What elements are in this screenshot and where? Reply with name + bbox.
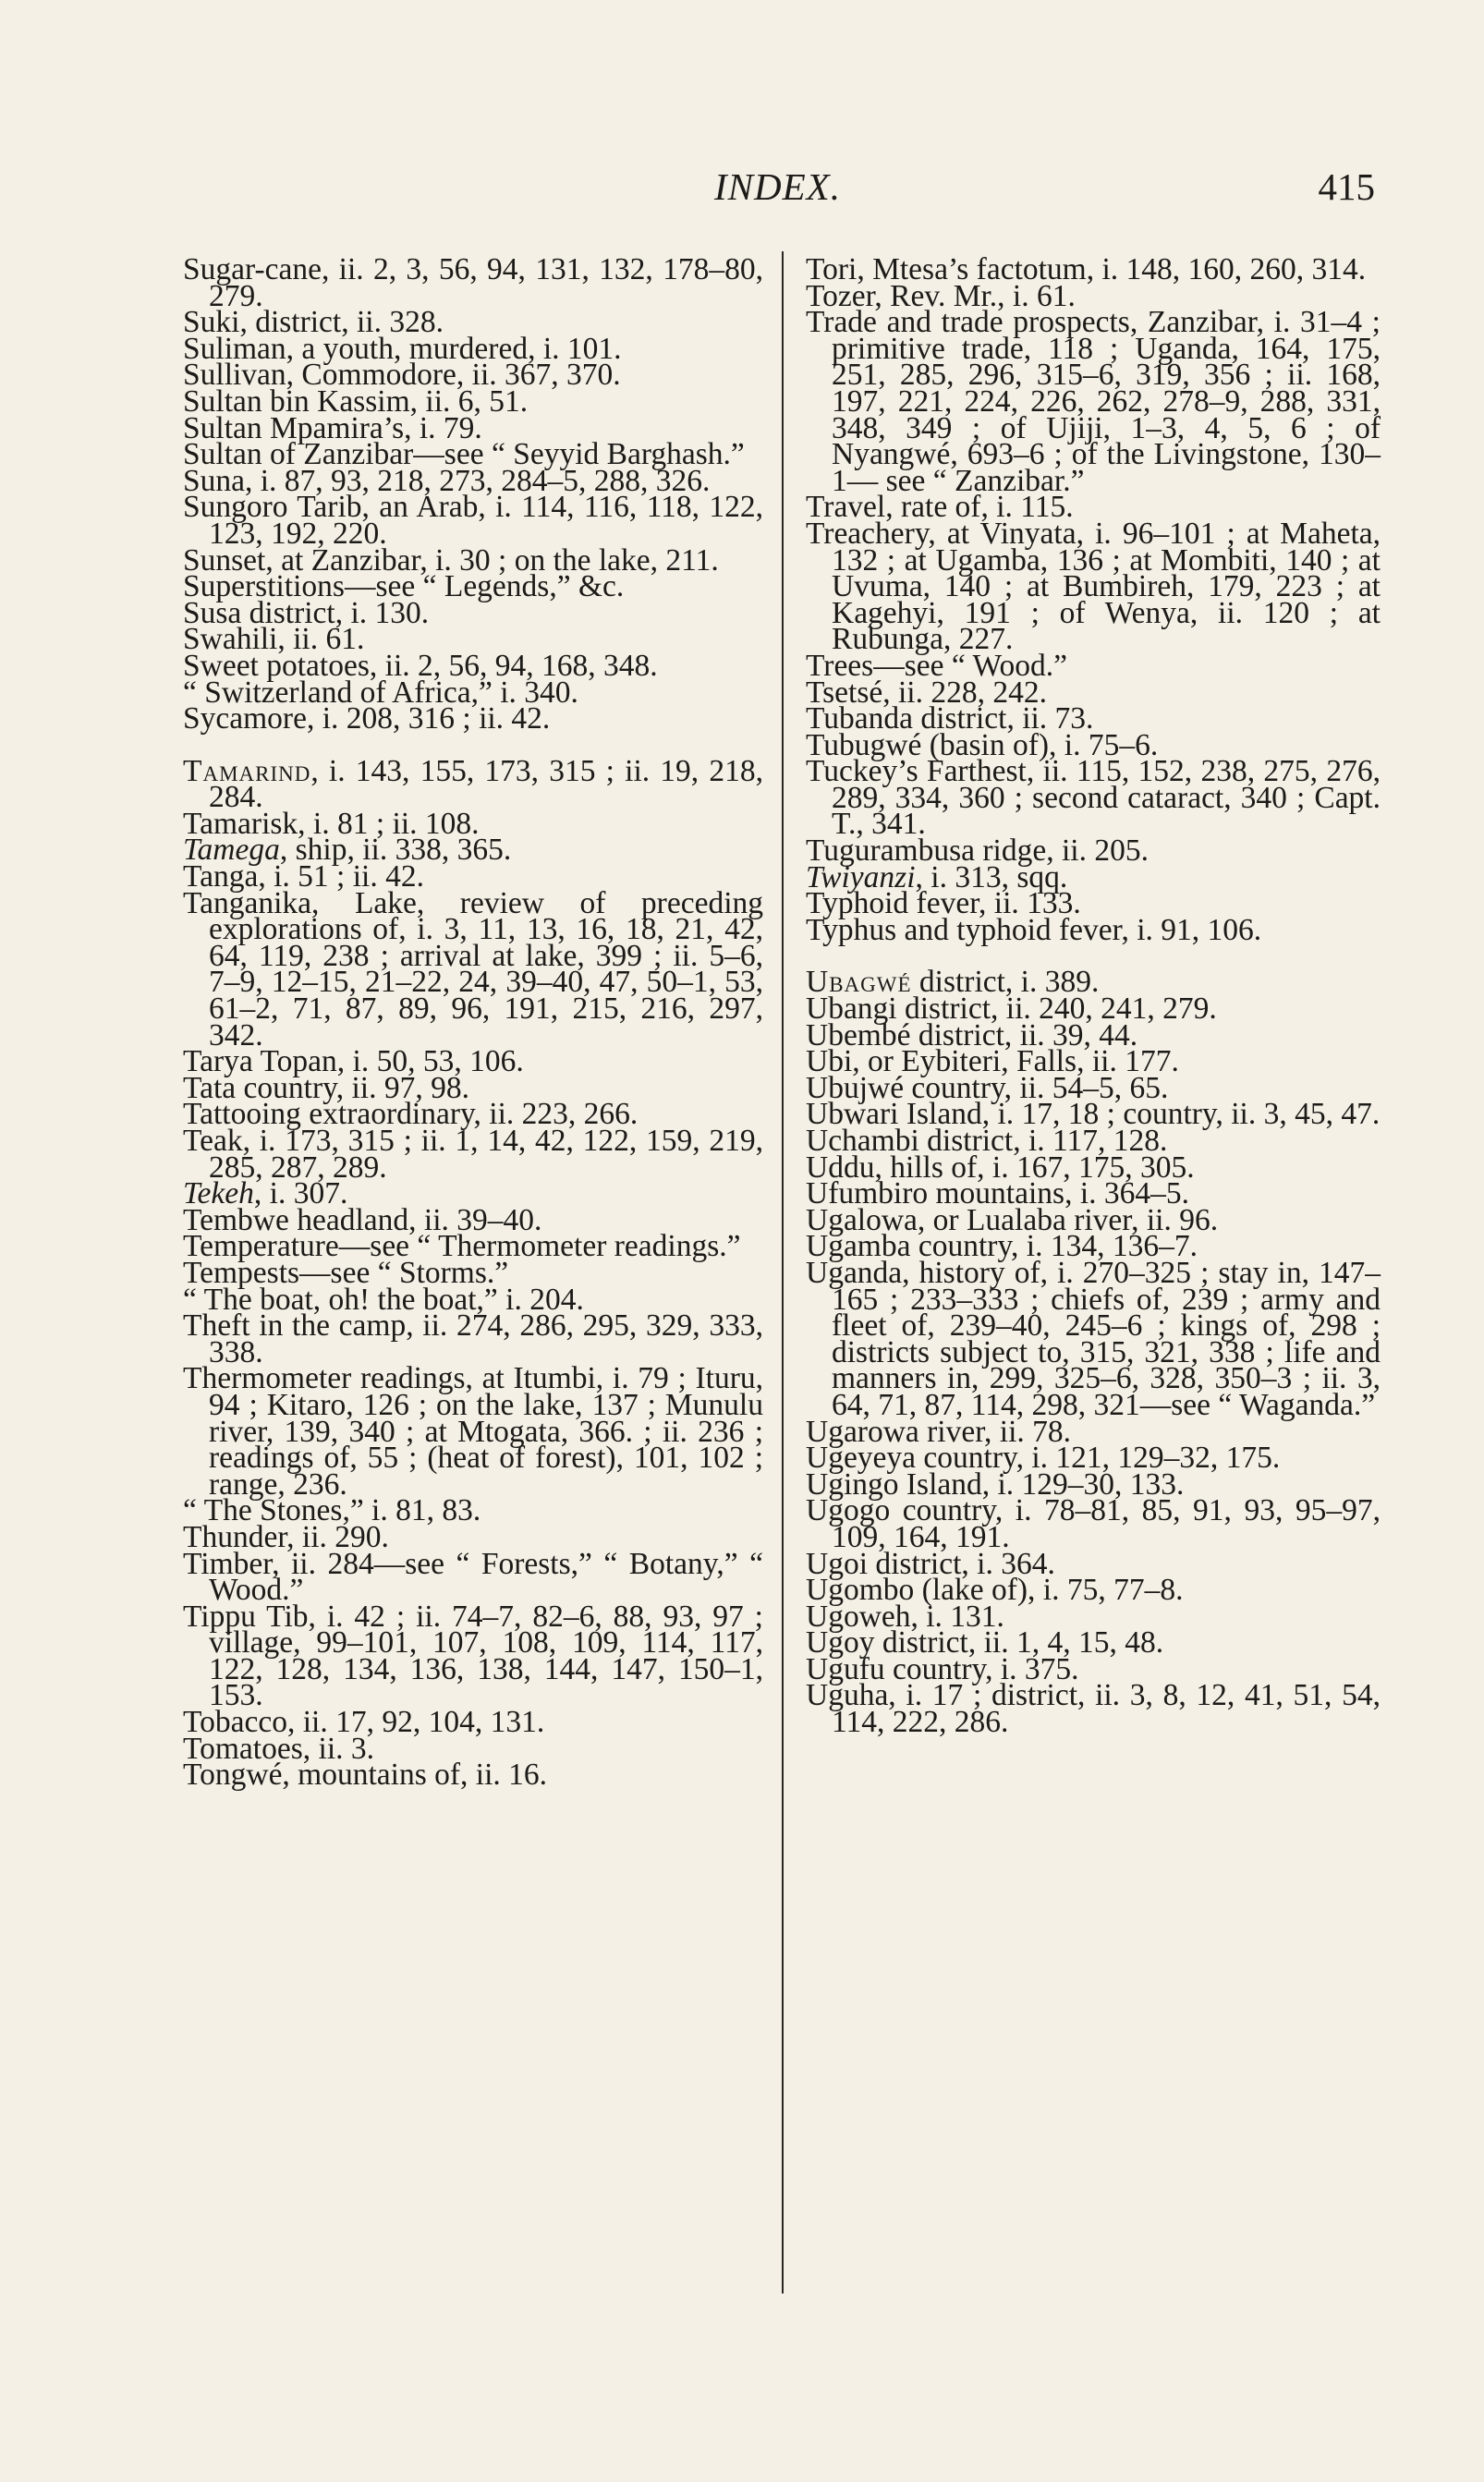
entry-text: , i. 313, sqq.: [915, 859, 1068, 894]
section-lead-word: Ubagwé: [806, 965, 912, 1000]
index-entry: [806, 912, 1381, 947]
entry-text: Uchambi district, i. 117, 128.: [806, 1124, 1168, 1158]
entry-text: Sugar-cane, ii. 2, 3, 56, 94, 131, 132, 178–80, 279.: [183, 252, 763, 313]
entry-text: “ Switzerland of Africa,” i. 340.: [183, 675, 578, 710]
entry-text: Sultan Mpamira’s, i. 79.: [183, 410, 482, 445]
entry-text: Treachery, at Vinyata, i. 96–101 ; at Maheta, 132 ; at Ugamba, 136 ; at Mombiti, 140 ; at Uvuma, 140 ; at Bumbireh, 179, 223 ; at Kagehyi, 191 ; of Wenya, ii. 120 ; at Rubunga, 227.: [806, 516, 1381, 657]
entry-text: Ugombo (lake of), i. 75, 77–8.: [806, 1573, 1184, 1608]
entry-text: district, i. 389.: [911, 965, 1100, 1000]
entry-text: Tembwe headland, ii. 39–40.: [183, 1202, 542, 1237]
index-entry: [806, 1678, 1381, 1740]
index-entry: [183, 490, 763, 551]
entry-text: Typhus and typhoid fever, i. 91, 106.: [806, 912, 1262, 947]
entry-text: Suki, district, ii. 328.: [183, 305, 444, 340]
entry-text: Tanganika, Lake, review of preceding explorations of, i. 3, 11, 13, 16, 18, 21, 42, 64, 119, 238 ; arrival at lake, 399 ; ii. 5–6, 7–9, 12–15, 21–22, 24, 39–40, 47, 50–1, 53, 61–2, 71, 87, 89, 96, 191, 215, 216, 297, 342.: [183, 885, 763, 1052]
page-number: 415: [1318, 165, 1375, 208]
entry-text: Ubangi district, ii. 240, 241, 279.: [806, 992, 1217, 1027]
entry-text: Ugarowa river, ii. 78.: [806, 1414, 1072, 1449]
index-entry: [183, 753, 763, 815]
column-divider: [782, 251, 784, 2293]
entry-text: Theft in the camp, ii. 274, 286, 295, 329, 333, 338.: [183, 1308, 763, 1369]
index-entry: [183, 885, 763, 1052]
entry-text: Swahili, ii. 61.: [183, 622, 365, 657]
index-column-right: [806, 252, 1381, 1740]
entry-text: Tamarisk, i. 81 ; ii. 108.: [183, 806, 480, 841]
index-entry: [183, 1758, 763, 1793]
entry-text: “ The Stones,” i. 81, 83.: [183, 1493, 481, 1528]
index-entry: [183, 1546, 763, 1608]
entry-text: Sweet potatoes, ii. 2, 56, 94, 168, 348.: [183, 648, 658, 683]
entry-text: Ubujwé country, ii. 54–5, 65.: [806, 1070, 1169, 1105]
page-header: [0, 164, 1484, 220]
entry-text: Tanga, i. 51 ; ii. 42.: [183, 859, 424, 894]
entry-text: , ship, ii. 338, 365.: [279, 833, 512, 868]
entry-text: Tsetsé, ii. 228, 242.: [806, 675, 1047, 710]
entry-text: Ugalowa, or Lualaba river, ii. 96.: [806, 1202, 1219, 1237]
entry-text: “ The boat, oh! the boat,” i. 204.: [183, 1282, 584, 1317]
italic-term: Tekeh: [183, 1176, 254, 1211]
entry-text: Sultan of Zanzibar—see “ Seyyid Barghash.”: [183, 437, 745, 472]
italic-term: Twiyanzi: [806, 859, 916, 894]
running-title: INDEX.: [714, 165, 841, 208]
entry-text: Thunder, ii. 290.: [183, 1519, 389, 1554]
entry-text: Typhoid fever, ii. 133.: [806, 886, 1081, 921]
entry-text: Tobacco, ii. 17, 92, 104, 131.: [183, 1705, 545, 1740]
entry-text: Uguha, i. 17 ; district, ii. 3, 8, 12, 41, 51, 54, 114, 222, 286.: [806, 1678, 1381, 1740]
entry-text: Tugurambusa ridge, ii. 205.: [806, 833, 1149, 869]
entry-text: , i. 307.: [253, 1176, 348, 1211]
entry-text: Tarya Topan, i. 50, 53, 106.: [183, 1044, 524, 1079]
entry-text: Ugeyeya country, i. 121, 129–32, 175.: [806, 1441, 1281, 1476]
index-entry: [183, 1599, 763, 1713]
entry-text: Tomatoes, ii. 3.: [183, 1731, 375, 1766]
italic-term: Tamega: [183, 833, 280, 868]
index-entry: [806, 1493, 1381, 1554]
entry-text: Sungoro Tarib, an Arab, i. 114, 116, 118, 122, 123, 192, 220.: [183, 490, 763, 551]
entry-text: Tozer, Rev. Mr., i. 61.: [806, 278, 1076, 313]
entry-text: Ubembé district, ii. 39, 44.: [806, 1017, 1138, 1052]
entry-text: Ufumbiro mountains, i. 364–5.: [806, 1176, 1190, 1211]
index-entry: [183, 701, 763, 736]
index-entry: [183, 1124, 763, 1185]
entry-text: Sullivan, Commodore, ii. 367, 370.: [183, 358, 621, 393]
entry-text: Suliman, a youth, murdered, i. 101.: [183, 331, 622, 366]
entry-text: Tori, Mtesa’s factotum, i. 148, 160, 260, 314.: [806, 252, 1367, 286]
entry-text: Teak, i. 173, 315 ; ii. 1, 14, 42, 122, 159, 219, 285, 287, 289.: [183, 1124, 763, 1185]
entry-text: Ubi, or Eybiteri, Falls, ii. 177.: [806, 1044, 1179, 1079]
entry-text: Ubwari Island, i. 17, 18 ; country, ii. 3, 45, 47.: [806, 1097, 1381, 1132]
entry-text: Ugoy district, ii. 1, 4, 15, 48.: [806, 1625, 1164, 1661]
entry-text: Sycamore, i. 208, 316 ; ii. 42.: [183, 701, 551, 736]
entry-text: Trees—see “ Wood.”: [806, 648, 1067, 683]
entry-text: Ugufu country, i. 375.: [806, 1651, 1079, 1686]
index-entry: [183, 1308, 763, 1369]
entry-text: Sultan bin Kassim, ii. 6, 51.: [183, 383, 529, 419]
entry-text: Tubugwé (basin of), i. 75–6.: [806, 727, 1159, 762]
section-lead-word: Tamarind: [183, 753, 311, 788]
entry-text: Suna, i. 87, 93, 218, 273, 284–5, 288, 326.: [183, 463, 711, 498]
entry-text: Ugamba country, i. 134, 136–7.: [806, 1229, 1198, 1264]
entry-text: Timber, ii. 284—see “ Forests,” “ Botany,” “ Wood.”: [183, 1546, 763, 1608]
entry-text: Uganda, history of, i. 270–325 ; stay in, 147–165 ; 233–333 ; chiefs of, 239 ; army and fleet of, 239–40, 245–6 ; kings of, 298 ; districts subject to, 315, 321, 338 ; life and manners in, 299, 325–6, 328, 350–3 ; ii. 3, 64, 71, 87, 114, 298, 321—see “ Waganda.”: [806, 1255, 1381, 1422]
entry-text: Tuckey’s Farthest, ii. 115, 152, 238, 275, 276, 289, 334, 360 ; second cataract, 340 ; Capt. T., 341.: [806, 754, 1381, 842]
entry-text: , i. 143, 155, 173, 315 ; ii. 19, 218, 284.: [209, 753, 763, 815]
entry-text: Trade and trade prospects, Zanzibar, i. 31–4 ; primitive trade, 118 ; Uganda, 164, 175, 251, 285, 296, 315–6, 319, 356 ; ii. 168, 197, 221, 224, 226, 262, 278–9, 288, 331, 348, 349 ; of Ujiji, 1–3, 4, 5, 6 ; of Nyangwé, 693–6 ; of the Livingstone, 130–1— see “ Zanzibar.”: [806, 305, 1381, 498]
entry-text: Tongwé, mountains of, ii. 16.: [183, 1758, 548, 1793]
index-entry: [806, 1255, 1381, 1422]
index-entry: [806, 305, 1381, 498]
entry-text: Superstitions—see “ Legends,” &c.: [183, 569, 625, 604]
entry-text: Travel, rate of, i. 115.: [806, 490, 1074, 525]
entry-text: Ugoi district, i. 364.: [806, 1546, 1055, 1581]
entry-text: Temperature—see “ Thermometer readings.”: [183, 1229, 741, 1264]
index-entry: [806, 754, 1381, 842]
index-column-left: [183, 252, 763, 1793]
index-entry: [183, 1361, 763, 1502]
entry-text: Tippu Tib, i. 42 ; ii. 74–7, 82–6, 88, 93, 97 ; village, 99–101, 107, 108, 109, 114, 117, 122, 128, 134, 136, 138, 144, 147, 150–1, 153.: [183, 1599, 763, 1713]
entry-text: Uddu, hills of, i. 167, 175, 305.: [806, 1150, 1195, 1185]
entry-text: Tata country, ii. 97, 98.: [183, 1070, 469, 1105]
entry-text: Sunset, at Zanzibar, i. 30 ; on the lake, 211.: [183, 542, 719, 578]
entry-text: Tempests—see “ Storms.”: [183, 1255, 509, 1290]
entry-text: Susa district, i. 130.: [183, 595, 430, 630]
entry-text: Tubanda district, ii. 73.: [806, 701, 1094, 736]
index-entry: [183, 252, 763, 313]
index-entry: [806, 516, 1381, 657]
entry-text: Ugingo Island, i. 129–30, 133.: [806, 1466, 1185, 1502]
entry-text: Ugoweh, i. 131.: [806, 1599, 1004, 1634]
entry-text: Tattooing extraordinary, ii. 223, 266.: [183, 1097, 639, 1132]
entry-text: Ugogo country, i. 78–81, 85, 91, 93, 95–97, 109, 164, 191.: [806, 1493, 1381, 1554]
entry-text: Thermometer readings, at Itumbi, i. 79 ; Ituru, 94 ; Kitaro, 126 ; on the lake, 137 ; Munulu river, 139, 340 ; at Mtogata, 366. ; ii. 236 ; readings of, 55 ; (heat of forest), 101, 102 ; range, 236.: [183, 1361, 763, 1502]
